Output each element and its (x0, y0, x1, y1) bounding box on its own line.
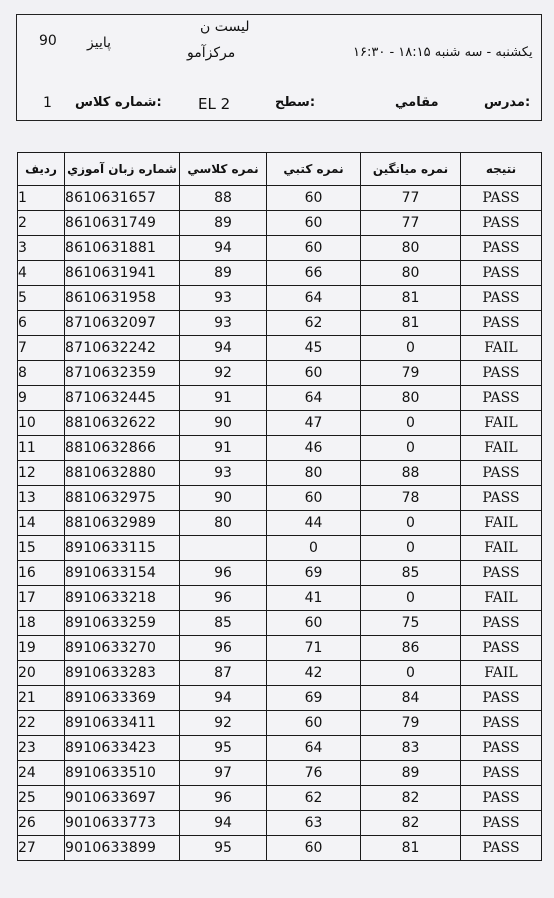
table-row (18, 311, 542, 336)
year-value: 90 (39, 33, 57, 49)
student-id-cell: 8710632097 (65, 311, 180, 336)
table-row (18, 461, 542, 486)
col-header-result: نتيجه (461, 153, 542, 186)
written-score-cell: 76 (267, 761, 361, 786)
season-value: پاییز (87, 35, 112, 51)
class-score-cell: 88 (180, 186, 267, 211)
written-score-cell: 60 (267, 836, 361, 861)
student-id-cell: 8810632880 (65, 461, 180, 486)
student-id-cell: 8910633154 (65, 561, 180, 586)
table-row (18, 711, 542, 736)
row-number-cell: 6 (18, 311, 65, 336)
result-cell: PASS (461, 236, 542, 261)
row-number-cell: 7 (18, 336, 65, 361)
average-score-cell: 86 (361, 636, 461, 661)
result-cell: PASS (461, 311, 542, 336)
result-cell: PASS (461, 461, 542, 486)
student-id-cell: 8910633218 (65, 586, 180, 611)
student-id-cell: 8910633411 (65, 711, 180, 736)
written-score-cell: 64 (267, 386, 361, 411)
class-score-cell: 94 (180, 336, 267, 361)
written-score-cell: 60 (267, 211, 361, 236)
result-cell: PASS (461, 711, 542, 736)
written-score-cell: 41 (267, 586, 361, 611)
table-row (18, 486, 542, 511)
written-score-cell: 47 (267, 411, 361, 436)
class-number-label: شماره کلاس: (75, 95, 162, 110)
written-score-cell: 71 (267, 636, 361, 661)
row-number-cell: 23 (18, 736, 65, 761)
row-number-cell: 24 (18, 761, 65, 786)
average-score-cell: 75 (361, 611, 461, 636)
average-score-cell: 83 (361, 736, 461, 761)
written-score-cell: 60 (267, 611, 361, 636)
result-cell: PASS (461, 736, 542, 761)
row-number-cell: 5 (18, 286, 65, 311)
result-cell: PASS (461, 786, 542, 811)
level-value: EL 2 (198, 95, 231, 113)
result-cell: PASS (461, 211, 542, 236)
row-number-cell: 26 (18, 811, 65, 836)
class-score-cell: 90 (180, 411, 267, 436)
class-score-cell: 80 (180, 511, 267, 536)
row-number-cell: 22 (18, 711, 65, 736)
class-score-cell: 95 (180, 836, 267, 861)
class-number-value: 1 (43, 95, 52, 111)
student-id-cell: 8910633283 (65, 661, 180, 686)
result-cell: PASS (461, 386, 542, 411)
average-score-cell: 0 (361, 586, 461, 611)
class-score-cell: 96 (180, 586, 267, 611)
table-row (18, 286, 542, 311)
class-score-cell: 93 (180, 461, 267, 486)
row-number-cell: 9 (18, 386, 65, 411)
result-cell: FAIL (461, 411, 542, 436)
written-score-cell: 46 (267, 436, 361, 461)
student-id-cell: 8810632866 (65, 436, 180, 461)
class-score-cell: 96 (180, 786, 267, 811)
result-cell: PASS (461, 486, 542, 511)
result-cell: FAIL (461, 586, 542, 611)
result-cell: FAIL (461, 661, 542, 686)
class-score-cell: 97 (180, 761, 267, 786)
student-id-cell: 8610631941 (65, 261, 180, 286)
result-cell: PASS (461, 261, 542, 286)
class-score-cell (180, 536, 267, 561)
class-score-cell: 89 (180, 211, 267, 236)
class-score-cell: 94 (180, 686, 267, 711)
student-id-cell: 8910633259 (65, 611, 180, 636)
document-header (16, 14, 542, 121)
teacher-value: مقامي (395, 95, 439, 110)
written-score-cell: 62 (267, 786, 361, 811)
row-number-cell: 19 (18, 636, 65, 661)
table-body (18, 186, 542, 861)
row-number-cell: 27 (18, 836, 65, 861)
grades-table (17, 152, 542, 861)
table-row (18, 836, 542, 861)
average-score-cell: 77 (361, 211, 461, 236)
class-score-cell: 93 (180, 311, 267, 336)
col-header-written-score: نمره كتبي (267, 153, 361, 186)
result-cell: PASS (461, 611, 542, 636)
student-id-cell: 8910633510 (65, 761, 180, 786)
written-score-cell: 42 (267, 661, 361, 686)
class-score-cell: 93 (180, 286, 267, 311)
average-score-cell: 0 (361, 536, 461, 561)
average-score-cell: 0 (361, 411, 461, 436)
result-cell: PASS (461, 761, 542, 786)
student-id-cell: 8610631749 (65, 211, 180, 236)
table-row (18, 436, 542, 461)
written-score-cell: 60 (267, 711, 361, 736)
center-name: مرکزآمو (187, 45, 236, 61)
class-score-cell: 90 (180, 486, 267, 511)
table-header-row (18, 153, 542, 186)
row-number-cell: 1 (18, 186, 65, 211)
row-number-cell: 14 (18, 511, 65, 536)
table-row (18, 736, 542, 761)
result-cell: FAIL (461, 336, 542, 361)
table-row (18, 761, 542, 786)
written-score-cell: 64 (267, 736, 361, 761)
class-score-cell: 91 (180, 436, 267, 461)
row-number-cell: 21 (18, 686, 65, 711)
average-score-cell: 81 (361, 836, 461, 861)
average-score-cell: 81 (361, 286, 461, 311)
table-row (18, 411, 542, 436)
table-row (18, 186, 542, 211)
average-score-cell: 80 (361, 386, 461, 411)
table-row (18, 611, 542, 636)
result-cell: PASS (461, 186, 542, 211)
student-id-cell: 8610631657 (65, 186, 180, 211)
class-score-cell: 94 (180, 236, 267, 261)
written-score-cell: 62 (267, 311, 361, 336)
row-number-cell: 25 (18, 786, 65, 811)
average-score-cell: 88 (361, 461, 461, 486)
average-score-cell: 85 (361, 561, 461, 586)
written-score-cell: 0 (267, 536, 361, 561)
teacher-label: مدرس: (484, 95, 531, 110)
col-header-class-score: نمره كلاسي (180, 153, 267, 186)
student-id-cell: 9010633773 (65, 811, 180, 836)
student-id-cell: 8910633369 (65, 686, 180, 711)
table-row (18, 636, 542, 661)
class-score-cell: 92 (180, 711, 267, 736)
row-number-cell: 2 (18, 211, 65, 236)
student-id-cell: 8710632445 (65, 386, 180, 411)
student-id-cell: 8710632242 (65, 336, 180, 361)
result-cell: PASS (461, 286, 542, 311)
student-id-cell: 8910633423 (65, 736, 180, 761)
student-id-cell: 9010633697 (65, 786, 180, 811)
written-score-cell: 60 (267, 186, 361, 211)
class-score-cell: 96 (180, 636, 267, 661)
average-score-cell: 0 (361, 336, 461, 361)
class-score-cell: 95 (180, 736, 267, 761)
table-row (18, 536, 542, 561)
table-row (18, 211, 542, 236)
result-cell: PASS (461, 836, 542, 861)
table-row (18, 786, 542, 811)
level-label: سطح: (275, 95, 316, 110)
student-id-cell: 8810632622 (65, 411, 180, 436)
written-score-cell: 66 (267, 261, 361, 286)
col-header-row: رديف (18, 153, 65, 186)
class-score-cell: 96 (180, 561, 267, 586)
result-cell: PASS (461, 561, 542, 586)
row-number-cell: 11 (18, 436, 65, 461)
student-id-cell: 8810632989 (65, 511, 180, 536)
list-title: لیست ن (200, 19, 250, 35)
table-row (18, 661, 542, 686)
table-row (18, 361, 542, 386)
average-score-cell: 82 (361, 786, 461, 811)
student-id-cell: 9010633899 (65, 836, 180, 861)
row-number-cell: 16 (18, 561, 65, 586)
written-score-cell: 60 (267, 236, 361, 261)
table-row (18, 686, 542, 711)
row-number-cell: 12 (18, 461, 65, 486)
result-cell: PASS (461, 361, 542, 386)
row-number-cell: 15 (18, 536, 65, 561)
average-score-cell: 0 (361, 436, 461, 461)
written-score-cell: 45 (267, 336, 361, 361)
average-score-cell: 82 (361, 811, 461, 836)
result-cell: FAIL (461, 436, 542, 461)
row-number-cell: 13 (18, 486, 65, 511)
student-id-cell: 8610631881 (65, 236, 180, 261)
row-number-cell: 10 (18, 411, 65, 436)
student-id-cell: 8610631958 (65, 286, 180, 311)
average-score-cell: 78 (361, 486, 461, 511)
class-score-cell: 89 (180, 261, 267, 286)
student-id-cell: 8810632975 (65, 486, 180, 511)
row-number-cell: 3 (18, 236, 65, 261)
average-score-cell: 79 (361, 361, 461, 386)
row-number-cell: 18 (18, 611, 65, 636)
table-row (18, 586, 542, 611)
table-row (18, 236, 542, 261)
result-cell: PASS (461, 636, 542, 661)
class-score-cell: 85 (180, 611, 267, 636)
written-score-cell: 60 (267, 361, 361, 386)
result-cell: PASS (461, 811, 542, 836)
student-id-cell: 8710632359 (65, 361, 180, 386)
row-number-cell: 8 (18, 361, 65, 386)
row-number-cell: 20 (18, 661, 65, 686)
table-row (18, 336, 542, 361)
average-score-cell: 77 (361, 186, 461, 211)
class-score-cell: 94 (180, 811, 267, 836)
student-id-cell: 8910633115 (65, 536, 180, 561)
class-score-cell: 87 (180, 661, 267, 686)
written-score-cell: 60 (267, 486, 361, 511)
class-schedule: یکشنبه - سه شنبه ۱۸:۱۵ - ۱۶:۳۰ (353, 45, 533, 60)
col-header-average-score: نمره ميانگين (361, 153, 461, 186)
row-number-cell: 4 (18, 261, 65, 286)
table-row (18, 386, 542, 411)
written-score-cell: 69 (267, 686, 361, 711)
result-cell: PASS (461, 686, 542, 711)
result-cell: FAIL (461, 536, 542, 561)
average-score-cell: 84 (361, 686, 461, 711)
average-score-cell: 81 (361, 311, 461, 336)
written-score-cell: 64 (267, 286, 361, 311)
class-score-cell: 92 (180, 361, 267, 386)
class-score-cell: 91 (180, 386, 267, 411)
average-score-cell: 89 (361, 761, 461, 786)
average-score-cell: 80 (361, 236, 461, 261)
written-score-cell: 69 (267, 561, 361, 586)
average-score-cell: 0 (361, 511, 461, 536)
table-row (18, 811, 542, 836)
average-score-cell: 0 (361, 661, 461, 686)
table-row (18, 561, 542, 586)
table-row (18, 261, 542, 286)
written-score-cell: 80 (267, 461, 361, 486)
written-score-cell: 63 (267, 811, 361, 836)
average-score-cell: 80 (361, 261, 461, 286)
table-row (18, 511, 542, 536)
col-header-student-id: شماره زبان آموزي (65, 153, 180, 186)
student-id-cell: 8910633270 (65, 636, 180, 661)
average-score-cell: 79 (361, 711, 461, 736)
written-score-cell: 44 (267, 511, 361, 536)
result-cell: FAIL (461, 511, 542, 536)
row-number-cell: 17 (18, 586, 65, 611)
